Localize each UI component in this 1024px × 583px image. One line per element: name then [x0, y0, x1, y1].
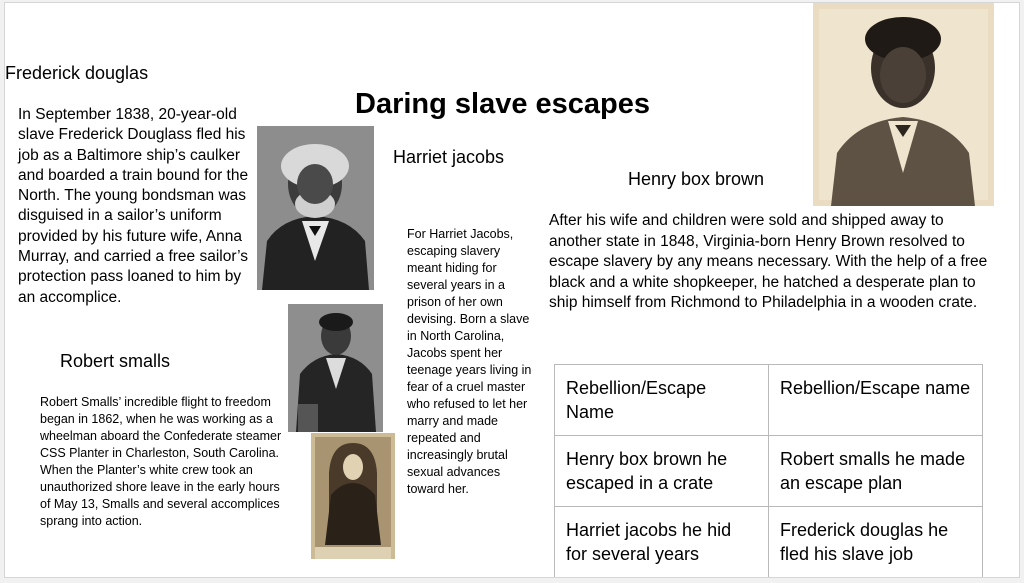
- brown-portrait: [813, 3, 994, 206]
- douglass-body: In September 1838, 20-year-old slave Frederick Douglass fled his job as a Baltimore ship’s caulker and boarded a train bound for the North. The young bondsman was disguised in a sailor’s uniform provided by his future wife, Anna Murray, and carried a free sailor’s protection pass loaned to him by an accomplice.: [18, 106, 249, 306]
- table-cell: Robert smalls he made an escape plan: [769, 436, 983, 507]
- table-cell: Rebellion/Escape name: [769, 365, 983, 436]
- table-cell: Harriet jacobs he hid for several years: [555, 507, 769, 578]
- table-cell: Rebellion/Escape Name: [555, 365, 769, 436]
- jacobs-heading: Harriet jacobs: [393, 147, 505, 167]
- table-row: [555, 365, 983, 436]
- slide: [4, 2, 1020, 578]
- smalls-body: Robert Smalls’ incredible flight to freedom began in 1862, when he was working as a wheelman aboard the Confederate steamer CSS Planter in Charleston, South Carolina. When the Planter’s white crew took an unauthorized shore leave in the early hours of May 13, Smalls and several accomplices sprang into action.: [40, 395, 282, 528]
- jacobs-body: For Harriet Jacobs, escaping slavery meant hiding for several years in a prison of her own devising. Born a slave in North Carolina, Jacobs spent her teenage years living in fear of a cruel master who refused to let her marry and made repeated and increasingly brutal sexual advances toward her.: [407, 227, 532, 496]
- escape-table: [554, 364, 983, 578]
- jacobs-portrait: [311, 433, 395, 559]
- smalls-heading: Robert smalls: [60, 351, 171, 371]
- douglass-heading: Frederick douglas: [5, 63, 149, 83]
- brown-heading: Henry box brown: [628, 169, 765, 189]
- douglass-portrait: [257, 126, 374, 290]
- table-row: [555, 507, 983, 578]
- smalls-portrait: [288, 304, 383, 432]
- brown-body: After his wife and children were sold and shipped away to another state in 1848, Virginia-born Henry Brown resolved to escape slavery by any means necessary. With the help of a free black and a white shopkeeper, he hatched a desperate plan to ship himself from Richmond to Philadelphia in a wooden crate.: [549, 212, 988, 311]
- table-row: [555, 436, 983, 507]
- table-cell: Frederick douglas he fled his slave job: [769, 507, 983, 578]
- table-cell: Henry box brown he escaped in a crate: [555, 436, 769, 507]
- slide-title: Daring slave escapes: [355, 88, 651, 120]
